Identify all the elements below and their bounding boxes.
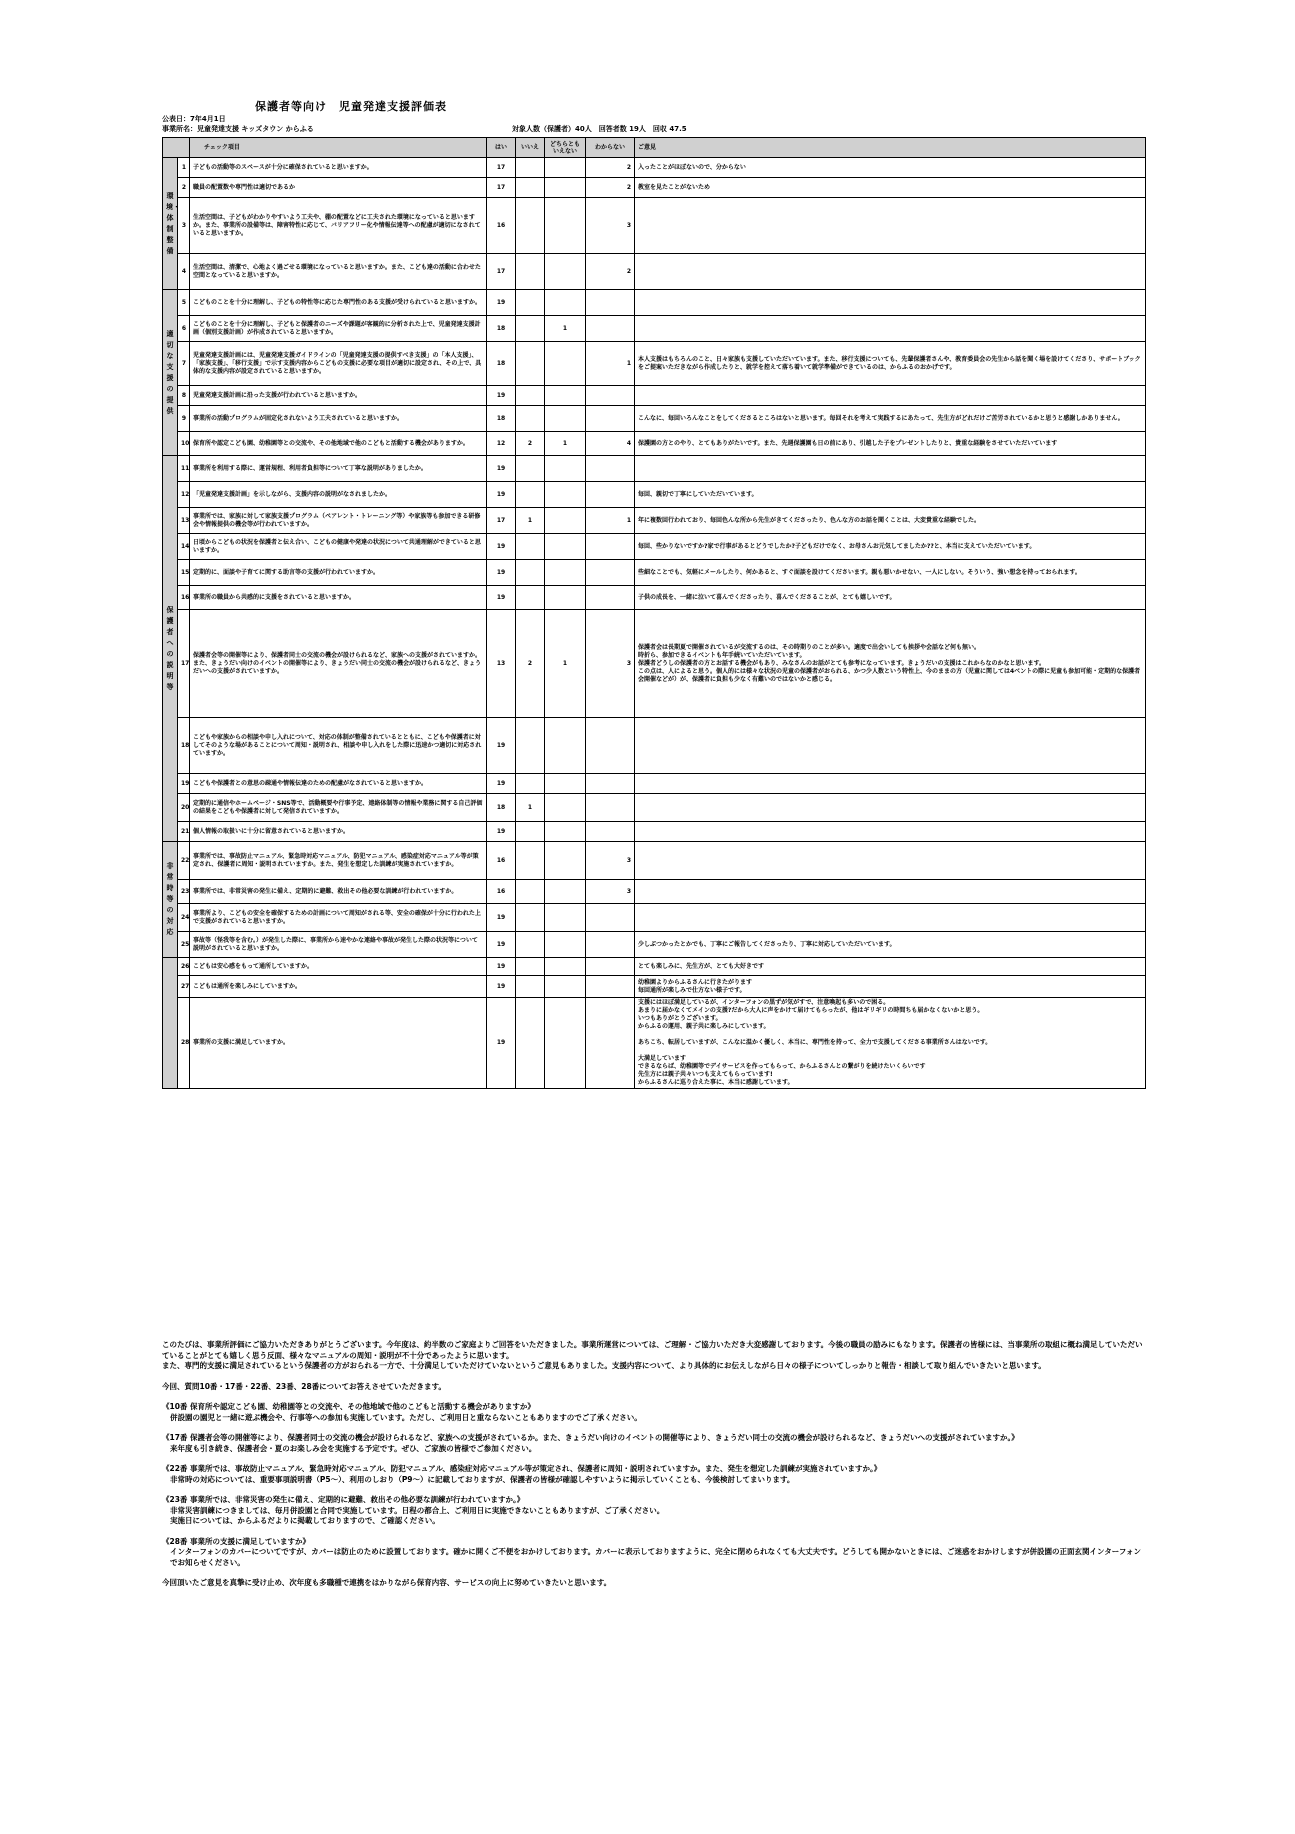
check-item-text: 保護者会等の開催等により、保護者同士の交流の機会が設けられるなど、家族への支援がされていますか。また、きょうだい向けのイベントの開催等により、きょうだい同士の交流の機会が設けられるなど、きょうだいへの支援がされていますか。 — [190, 610, 487, 718]
check-item-text: こどものことを十分に理解し、子どもの特性等に応じた専門性のある支援が受けられていると思いますか。 — [190, 290, 487, 316]
answer-unknown: 1 — [586, 342, 635, 386]
publish-date: 公表日：7年4月1日 — [162, 115, 226, 123]
answer-unknown — [586, 998, 635, 1089]
answer-neither — [545, 998, 586, 1089]
answer-yes: 19 — [487, 586, 516, 610]
answer-unknown: 4 — [586, 432, 635, 456]
answer-no — [516, 342, 545, 386]
answer-neither — [545, 290, 586, 316]
answer-neither — [545, 508, 586, 534]
answer-no — [516, 586, 545, 610]
answer-yes: 19 — [487, 932, 516, 958]
check-item-text: 子どもの活動等のスペースが十分に確保されていると思いますか。 — [190, 158, 487, 178]
check-item-text: 定期的に、面談や子育てに関する助言等の支援が行われていますか。 — [190, 560, 487, 586]
item-number: 18 — [178, 718, 190, 774]
answer-no — [516, 932, 545, 958]
answer-unknown: 3 — [586, 842, 635, 880]
section-label: 適切な支援の提供 — [166, 329, 174, 415]
comment — [635, 904, 1146, 932]
table-row — [163, 158, 1146, 178]
item-number: 2 — [178, 178, 190, 198]
answer-yes: 17 — [487, 508, 516, 534]
answer-unknown — [586, 822, 635, 842]
check-item-text: 児童発達支援計画には、児童発達支援ガイドラインの「児童発達支援の提供すべき支援」の「本人支援」、「家族支援」、「移行支援」で示す支援内容からこどもの支援に必要な項目が適切に設定され、その上で、具体的な支援内容が設定されていると思いますか。 — [190, 342, 487, 386]
answer-no — [516, 880, 545, 904]
check-item-text: 事業所の活動プログラムが固定化されないよう工夫されていると思いますか。 — [190, 406, 487, 432]
answer-yes: 19 — [487, 718, 516, 774]
footer-paragraph — [162, 1527, 1147, 1537]
footer-paragraph — [162, 1392, 1147, 1402]
evaluation-table — [162, 137, 1146, 1089]
answer-yes: 19 — [487, 774, 516, 794]
item-number: 8 — [178, 386, 190, 406]
footer-paragraph — [162, 1372, 1147, 1382]
check-item-text: 事業所では、非常災害の発生に備え、定期的に避難、救出その他必要な訓練が行われていますか。 — [190, 880, 487, 904]
answer-unknown: 3 — [586, 610, 635, 718]
item-number: 9 — [178, 406, 190, 432]
answer-neither — [545, 456, 586, 482]
check-item-text: 事業所では、家族に対して家族支援プログラム（ペアレント・トレーニング等）や家族等も参加できる研修会や情報提供の機会等が行われていますか。 — [190, 508, 487, 534]
answer-yes: 19 — [487, 998, 516, 1089]
answer-no: 1 — [516, 794, 545, 822]
check-item-text: 保育所や認定こども園、幼稚園等との交流や、その他地域で他のこどもと活動する機会がありますか。 — [190, 432, 487, 456]
table-row — [163, 198, 1146, 254]
section-emergency — [163, 842, 178, 958]
answer-neither — [545, 254, 586, 290]
answer-unknown — [586, 794, 635, 822]
item-number: 4 — [178, 254, 190, 290]
item-number: 13 — [178, 508, 190, 534]
footer-paragraph: 《23番 事業所では、非常災害の発生に備え、定期的に避難、救出その他必要な訓練が行われていますか。》 — [162, 1495, 525, 1504]
footer-paragraph: また、専門的支援に満足されているという保護者の方がおられる一方で、十分満足していただけていないというご意見もありました。支援内容について、より具体的にお伝えしながら日々の様子についてしっかりと報告・相談して取り組んでいきたいと思います。 — [162, 1361, 1046, 1370]
answer-neither: 1 — [545, 316, 586, 342]
table-row — [163, 482, 1146, 508]
answer-no — [516, 316, 545, 342]
table-row — [163, 254, 1146, 290]
answer-unknown: 2 — [586, 178, 635, 198]
item-number: 3 — [178, 198, 190, 254]
item-number: 1 — [178, 158, 190, 178]
table-row — [163, 432, 1146, 456]
answer-unknown — [586, 290, 635, 316]
answer-unknown — [586, 456, 635, 482]
comment: とても楽しみに、先生方が、とても大好きです — [635, 958, 1146, 976]
item-number: 6 — [178, 316, 190, 342]
comment — [635, 822, 1146, 842]
answer-no — [516, 534, 545, 560]
answer-unknown — [586, 586, 635, 610]
table-row — [163, 456, 1146, 482]
footer-paragraph — [162, 1423, 1147, 1433]
table-row — [163, 932, 1146, 958]
footer-paragraph: 今回頂いたご意見を真摯に受け止め、次年度も多職種で連携をはかりながら保育内容、サービスの向上に努めていきたいと思います。 — [162, 1578, 612, 1587]
answer-neither — [545, 534, 586, 560]
answer-no: 2 — [516, 432, 545, 456]
answer-unknown: 2 — [586, 254, 635, 290]
answer-yes: 16 — [487, 198, 516, 254]
answer-unknown: 3 — [586, 198, 635, 254]
comment — [635, 794, 1146, 822]
answer-neither — [545, 482, 586, 508]
answer-yes: 19 — [487, 976, 516, 998]
comment: 本人支援はもちろんのこと、日々家族も支援していただいています。また、移行支援についても、先輩保護者さんや、教育委員会の先生から話を聞く場を設けてくださり、サポートブックをご提案いただきながら作成したりと、就学を控えて落ち着いて就学準備ができているのは、からふるのおかげです。 — [635, 342, 1146, 386]
answer-neither — [545, 822, 586, 842]
answer-yes: 19 — [487, 560, 516, 586]
check-item-text: こどものことを十分に理解し、子どもと保護者のニーズや課題が客観的に分析された上で、児童発達支援計画（個別支援計画）が作成されていると思いますか。 — [190, 316, 487, 342]
answer-no — [516, 976, 545, 998]
table-row — [163, 178, 1146, 198]
footer-paragraph: 併設園の園児と一緒に遊ぶ機会や、行事等への参加も実施しています。ただし、ご利用日と重ならないこともありますのでご了承ください。 — [170, 1412, 642, 1422]
item-number: 24 — [178, 904, 190, 932]
footer-paragraph: 《22番 事業所では、事故防止マニュアル、緊急時対応マニュアル、防犯マニュアル、感染症対応マニュアル等が策定され、保護者に周知・説明されていますか。また、発生を想定した訓練が実施されていますか。》 — [162, 1464, 882, 1473]
answer-yes: 19 — [487, 482, 516, 508]
respondent-summary: 対象人数（保護者）40人 回答者数 19人 回収 47.5 — [512, 125, 687, 133]
footer-paragraph — [162, 1485, 1147, 1495]
answer-yes: 12 — [487, 432, 516, 456]
table-header — [163, 138, 1146, 158]
answer-yes: 19 — [487, 290, 516, 316]
answer-neither — [545, 586, 586, 610]
section-label: 保護者への説明等 — [166, 605, 174, 691]
footer-paragraph — [162, 1454, 1147, 1464]
item-number: 15 — [178, 560, 190, 586]
answer-unknown — [586, 316, 635, 342]
answer-unknown — [586, 976, 635, 998]
answer-no — [516, 718, 545, 774]
table-row — [163, 386, 1146, 406]
header-blank — [163, 138, 190, 158]
header-check-item: チェック項目 — [190, 138, 487, 158]
comment — [635, 198, 1146, 254]
answer-neither: 1 — [545, 610, 586, 718]
comment: 教室を見たことがないため — [635, 178, 1146, 198]
answer-no — [516, 774, 545, 794]
answer-no — [516, 158, 545, 178]
section-other — [163, 958, 178, 1089]
footer-paragraph: 非常時の対応については、重要事項説明書（P5〜）、利用のしおり（P9〜）に記載しておりますが、保護者の皆様が確認しやすいように掲示していくことも、今後検討してまいります。 — [170, 1474, 795, 1484]
answer-neither — [545, 794, 586, 822]
answer-no — [516, 560, 545, 586]
item-number: 16 — [178, 586, 190, 610]
check-item-text: 日頃からこどもの状況を保護者と伝え合い、こどもの健康や発達の状況について共通理解ができていると思いますか。 — [190, 534, 487, 560]
table-row — [163, 508, 1146, 534]
table-row — [163, 794, 1146, 822]
table-row — [163, 342, 1146, 386]
answer-no — [516, 406, 545, 432]
answer-yes: 19 — [487, 386, 516, 406]
office-name: 事業所名：児童発達支援 キッズタウン からふる — [162, 125, 314, 133]
answer-neither: 1 — [545, 432, 586, 456]
answer-no — [516, 958, 545, 976]
footer-paragraph: 今回、質問10番・17番・22番、23番、28番についてお答えさせていただきます。 — [162, 1381, 446, 1391]
answer-yes: 16 — [487, 880, 516, 904]
answer-yes: 18 — [487, 794, 516, 822]
answer-unknown — [586, 482, 635, 508]
check-item-text: 職員の配置数や専門性は適切であるか — [190, 178, 487, 198]
answer-no — [516, 386, 545, 406]
section-label: 非常時等の対応 — [166, 862, 174, 936]
answer-yes: 17 — [487, 178, 516, 198]
comment — [635, 386, 1146, 406]
answer-unknown — [586, 958, 635, 976]
answer-no — [516, 842, 545, 880]
table-row — [163, 904, 1146, 932]
header-unknown: わからない — [586, 138, 635, 158]
closing-remarks — [162, 1340, 1147, 1589]
item-number: 21 — [178, 822, 190, 842]
answer-yes: 19 — [487, 958, 516, 976]
answer-unknown — [586, 534, 635, 560]
section-label: 環境・体制整備 — [166, 191, 180, 255]
comment — [635, 718, 1146, 774]
comment: 些細なことでも、気軽にメールしたり、何かあると、すぐ面談を設けてくださいます。親も悪いかせない、一人にしない。そういう、強い想念を持っておられます。 — [635, 560, 1146, 586]
check-item-text: こどもや家族からの相談や申し入れについて、対応の体制が整備されているとともに、こどもや保護者に対してそのような場があることについて周知・説明され、相談や申し入れをした際に迅速かつ適切に対応されていますか。 — [190, 718, 487, 774]
check-item-text: 事業所の支援に満足していますか。 — [190, 998, 487, 1089]
answer-neither — [545, 774, 586, 794]
item-number: 7 — [178, 342, 190, 386]
answer-neither — [545, 386, 586, 406]
section-support — [163, 290, 178, 456]
answer-neither — [545, 958, 586, 976]
header-no: いいえ — [516, 138, 545, 158]
answer-neither — [545, 198, 586, 254]
footer-paragraph: 《10番 保育所や認定こども園、幼稚園等との交流や、その他地域で他のこどもと活動する機会がありますか》 — [162, 1402, 535, 1411]
table-row — [163, 534, 1146, 560]
item-number: 14 — [178, 534, 190, 560]
check-item-text: こどもは安心感をもって通所していますか。 — [190, 958, 487, 976]
answer-unknown — [586, 386, 635, 406]
footer-paragraph: 来年度も引き続き、保護者会・夏のお楽しみ会を実施する予定です。ぜひ、ご家族の皆様でご参加ください。 — [170, 1443, 537, 1453]
comment: 少しぶつかったとかでも、丁寧にご報告してくださったり、丁寧に対応していただいています。 — [635, 932, 1146, 958]
answer-yes: 18 — [487, 406, 516, 432]
comment: こんなに、毎回いろんなことをしてくださるところはないと思います。毎回それを考えて実践するにあたって、先生方がどれだけご苦労されているかと思うと感謝しかありません。 — [635, 406, 1146, 432]
item-number: 26 — [178, 958, 190, 976]
comment — [635, 456, 1146, 482]
answer-no — [516, 482, 545, 508]
answer-no — [516, 290, 545, 316]
item-number: 11 — [178, 456, 190, 482]
item-number: 5 — [178, 290, 190, 316]
comment: 毎回、親切で丁寧にしていただいています。 — [635, 482, 1146, 508]
answer-yes: 18 — [487, 316, 516, 342]
answer-neither — [545, 976, 586, 998]
answer-no: 1 — [516, 508, 545, 534]
table-row — [163, 976, 1146, 998]
footer-paragraph: 《17番 保護者会等の開催等により、保護者同士の交流の機会が設けられるなど、家族への支援がされているか。また、きょうだい向けのイベントの開催等により、きょうだい同士の交流の機会が設けられるなど、きょうだいへの支援がされていますか。》 — [162, 1433, 1019, 1442]
answer-neither — [545, 158, 586, 178]
answer-neither — [545, 880, 586, 904]
table-row — [163, 822, 1146, 842]
answer-no — [516, 178, 545, 198]
answer-no — [516, 904, 545, 932]
check-item-text: 生活空間は、子どもがわかりやすいよう工夫や、棚の配置などに工夫された環境になっていると思いますか。また、事業所の設備等は、障害特性に応じて、バリアフリー化や情報伝達等への配慮が適切になされていると思いますか。 — [190, 198, 487, 254]
item-number: 23 — [178, 880, 190, 904]
item-number: 10 — [178, 432, 190, 456]
table-row — [163, 406, 1146, 432]
answer-unknown — [586, 406, 635, 432]
footer-paragraph: このたびは、事業所評価にご協力いただきありがとうございます。今年度は、約半数のご家庭よりご回答をいただきました。事業所運営については、ご理解・ご協力いただき大変感謝しております。今後の職員の励みにもなります。保護者の皆様には、当事業所の取組に概ね満足していただいていることがとても嬉しく思う反面、様々なマニュアルの周知・説明が不十分であったように思います。 — [162, 1340, 1143, 1360]
table-row — [163, 560, 1146, 586]
comment — [635, 774, 1146, 794]
answer-yes: 16 — [487, 842, 516, 880]
check-item-text: 事業所では、事故防止マニュアル、緊急時対応マニュアル、防犯マニュアル、感染症対応マニュアル等が策定され、保護者に周知・説明されていますか。また、発生を想定した訓練が実施されていますか。 — [190, 842, 487, 880]
comment: 保護者会は長期夏で開催されているが交流するのは、その時期りのことが多い。適度で出会いしても挨拶や会話など何も無い。 時折ら、参加できるイベントも年手続いていただいています。 保護者どうしの保護者の方とお話する機会がもあり、みなさんのお話がとても参考になっています。きょうだいの支援はこれからなのかなと思います。 この点は、人によると思う。個人的には様々な状況の児童の保護者がおられる、かつ少人数という特性上、今のままの方（児童に関しては4ベントの際に児童も参加可能・定期的な保護者会開催などが）が、保護者に負担も少なく有難いのではないかと感じる。 — [635, 610, 1146, 718]
check-item-text: 生活空間は、清潔で、心地よく過ごせる環境になっていると思いますか。また、こども達の活動に合わせた空間となっていると思いますか。 — [190, 254, 487, 290]
comment: 子供の成長を、一緒に泣いて喜んでくださったり、喜んでくださることが、とても嬉しいです。 — [635, 586, 1146, 610]
check-item-text: 個人情報の取扱いに十分に留意されていると思いますか。 — [190, 822, 487, 842]
answer-neither — [545, 904, 586, 932]
check-item-text: 「児童発達支援計画」を示しながら、支援内容の説明がなされましたか。 — [190, 482, 487, 508]
check-item-text: 事業所より、こどもの安全を確保するための計画について周知がされる等、安全の確保が十分に行われた上で支援がされていると思いますか。 — [190, 904, 487, 932]
header-comment: ご意見 — [635, 138, 1146, 158]
answer-neither — [545, 342, 586, 386]
answer-unknown: 1 — [586, 508, 635, 534]
answer-neither — [545, 406, 586, 432]
answer-yes: 19 — [487, 534, 516, 560]
comment — [635, 316, 1146, 342]
answer-yes: 19 — [487, 456, 516, 482]
table-row — [163, 586, 1146, 610]
item-number: 20 — [178, 794, 190, 822]
table-row — [163, 880, 1146, 904]
comment — [635, 842, 1146, 880]
comment — [635, 290, 1146, 316]
table-row — [163, 316, 1146, 342]
table-row — [163, 290, 1146, 316]
answer-neither — [545, 842, 586, 880]
comment: 毎回、些かりないですか?家で行事があるとどうでしたか?子どもだけでなく、お母さんお元気してましたか??と、本当に支えていただいています。 — [635, 534, 1146, 560]
item-number: 12 — [178, 482, 190, 508]
answer-unknown — [586, 904, 635, 932]
answer-neither — [545, 560, 586, 586]
check-item-text: こどもは通所を楽しみにしていますか。 — [190, 976, 487, 998]
header-neither: どちらとも いえない — [545, 138, 586, 158]
header-yes: はい — [487, 138, 516, 158]
table-row — [163, 842, 1146, 880]
check-item-text: 事故等（怪我等を含む。）が発生した際に、事業所から速やかな連絡や事故が発生した際の状況等について説明がされていると思いますか。 — [190, 932, 487, 958]
answer-yes: 19 — [487, 822, 516, 842]
item-number: 25 — [178, 932, 190, 958]
item-number: 27 — [178, 976, 190, 998]
check-item-text: 児童発達支援計画に沿った支援が行われていると思いますか。 — [190, 386, 487, 406]
answer-unknown — [586, 560, 635, 586]
answer-no — [516, 822, 545, 842]
footer-paragraph: 実施日については、からふるだよりに掲載しておりますので、ご確認ください。 — [170, 1516, 440, 1525]
answer-no — [516, 254, 545, 290]
table-row — [163, 958, 1146, 976]
comment: 保護園の方とのやり、とてもありがたいです。また、先週保護園も日の前にあり、引越した子をプレゼントしたりと、貴重な経験をさせていただいています — [635, 432, 1146, 456]
comment: 支援にはほぼ満足しているが、インターフォンの黒ずが気がすで、注意喚起も多いので困る。 あまりに届かなくてメインの支援?だから大人に声をかけて届けてもらったが、他はギリギリの時間ちも届かなくないかと思う。 いつもありがとうございます。 からふるの運用、親子共に楽しみにしています。 あちこち、転居していますが、こんなに温かく優しく、本当に、専門性を持って、全力で支援してくださる事業所さんはないです。 大満足しています できるならば、幼稚園等でデイサービスを作ってもらって、からふるさんとの繋がりを続けたいくらいです 先生方には親子共々いつも支えてもらっています! からふるさんに巡り合えた事に、本当に感謝しています。 — [635, 998, 1146, 1089]
answer-yes: 17 — [487, 254, 516, 290]
table-row — [163, 718, 1146, 774]
answer-yes: 17 — [487, 158, 516, 178]
comment: 幼稚園よりからふるさんに行きたがります 毎回通所が楽しみで仕方ない様子です。 — [635, 976, 1146, 998]
page-title: 保護者等向け 児童発達支援評価表 — [255, 100, 447, 113]
section-guardian — [163, 456, 178, 842]
item-number: 22 — [178, 842, 190, 880]
answer-neither — [545, 932, 586, 958]
answer-unknown: 3 — [586, 880, 635, 904]
answer-unknown — [586, 718, 635, 774]
check-item-text: 定期的に通信やホームページ・SNS等で、活動概要や行事予定、連絡体制等の情報や業務に関する自己評価の結果をこどもや保護者に対して発信されていますか。 — [190, 794, 487, 822]
comment — [635, 880, 1146, 904]
answer-unknown: 2 — [586, 158, 635, 178]
item-number: 17 — [178, 610, 190, 718]
check-item-text: 事業所を利用する際に、運営規程、利用者負担等について丁寧な説明がありましたか。 — [190, 456, 487, 482]
comment: 入ったことがほぼないので、分からない — [635, 158, 1146, 178]
answer-yes: 18 — [487, 342, 516, 386]
check-item-text: こどもや保護者との意思の疎通や情報伝達のための配慮がなされていると思いますか。 — [190, 774, 487, 794]
footer-paragraph: 《28番 事業所の支援に満足していますか》 — [162, 1536, 311, 1546]
check-item-text: 事業所の職員から共感的に支援をされていると思いますか。 — [190, 586, 487, 610]
table-row — [163, 998, 1146, 1089]
answer-no — [516, 198, 545, 254]
answer-no: 2 — [516, 610, 545, 718]
footer-paragraph — [162, 1568, 1147, 1578]
answer-yes: 13 — [487, 610, 516, 718]
item-number: 19 — [178, 774, 190, 794]
footer-paragraph: インターフォンのカバーについてですが、カバーは防止のために設置しております。確かに開くご不便をおかけしております。カバーに表示しておりますように、完全に閉められなくても大丈夫です。どうしても開かないときには、ご迷惑をおかけしますが併設園の正面玄関インターフォンでお知らせください。 — [170, 1547, 1141, 1567]
comment: 年に複数回行われており、毎回色んな所から先生がきてくださったり、色んな方のお話を聞くことは、大変貴重な経験でした。 — [635, 508, 1146, 534]
answer-yes: 19 — [487, 904, 516, 932]
answer-unknown — [586, 932, 635, 958]
table-row — [163, 774, 1146, 794]
answer-neither — [545, 718, 586, 774]
section-env — [163, 158, 178, 290]
item-number: 28 — [178, 998, 190, 1089]
answer-unknown — [586, 774, 635, 794]
answer-no — [516, 998, 545, 1089]
answer-no — [516, 456, 545, 482]
comment — [635, 254, 1146, 290]
answer-neither — [545, 178, 586, 198]
table-row — [163, 610, 1146, 718]
footer-paragraph: 非常災害訓練につきましては、毎月併設園と合同で実施しています。日程の都合上、ご利用日に実施できないこともありますが、ご了承ください。 — [170, 1505, 665, 1515]
